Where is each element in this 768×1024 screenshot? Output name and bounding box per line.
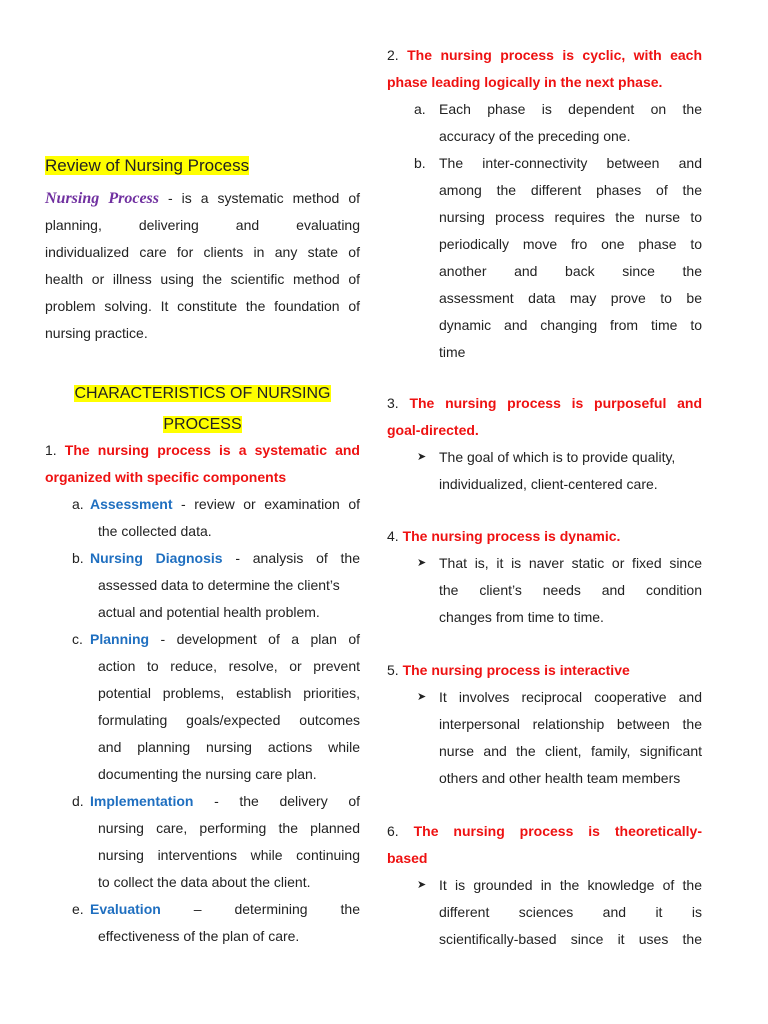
item-4: 4. The nursing process is dynamic. ➤ That is, it is naver static or fixed since the client’s needs and condition changes from time to time. [387,523,702,631]
item-5: 5. The nursing process is interactive ➤ It involves reciprocal cooperative and interpersonal relationship between the nurse and the client, family, significant others and other health team members [387,657,702,792]
item-6-bullet: ➤ It is grounded in the knowledge of the different sciences and it is scientifically-based since it uses the [387,872,702,953]
item-5-bullet: ➤ It involves reciprocal cooperative and interpersonal relationship between the nurse and the client, family, significant others and other health team members [387,684,702,792]
components-list [45,491,360,950]
item-4-bullet: ➤ That is, it is naver static or fixed since the client’s needs and condition changes from time to time. [387,550,702,631]
arrow-bullet-icon: ➤ [417,451,427,463]
arrow-bullet-icon: ➤ [417,691,427,703]
item-3-bullet: ➤ The goal of which is to provide quality, individualized, client-centered care. [387,444,702,498]
nursing-process-definition: Nursing Process - is a systematic method of planning, delivering and evaluating individualized care for clients in any state of health or illness using the scientific method of problem solving. It constitute the foundation of nursing practice. [45,190,360,341]
arrow-bullet-icon: ➤ [417,557,427,569]
review-heading: Review of Nursing Process [45,156,250,175]
component-planning: c. Planning - development of a plan of action to reduce, resolve, or prevent potential problems, establish priorities, formulating goals/expected outcomes and planning nursing actions while documenting the nursing care plan. [72,631,360,782]
nursing-process-term: Nursing Process [45,190,160,207]
arrow-bullet-icon: ➤ [417,879,427,891]
characteristics-heading: CHARACTERISTICS OF NURSING PROCESS [74,385,331,433]
component-assessment: a. Assessment - review or examination of the collected data. [72,496,360,539]
component-nursing-diagnosis: b. Nursing Diagnosis - analysis of the assessed data to determine the client’s actual and potential health problem. [72,550,360,620]
item-6: 6. The nursing process is theoretically- based ➤ It is grounded in the knowledge of the different sciences and it is scientifically-based since it uses the [387,818,702,953]
item-2-sub-a: a. Each phase is dependent on the accuracy of the preceding one. [414,101,702,144]
component-evaluation: e. Evaluation – determining the effectiveness of the plan of care. [72,901,360,944]
item-2-sub-b: b. The inter-connectivity between and among the different phases of the nursing process requires the nurse to periodically move fro one phase to another and back since the assessment data may prove to be dynamic and changing from time to time [414,155,702,360]
component-implementation: d. Implementation - the delivery of nursing care, performing the planned nursing interventions while continuing to collect the data about the client. [72,793,360,890]
item-3: 3. The nursing process is purposeful and goal-directed. ➤ The goal of which is to provide quality, individualized, client-centered care. [387,390,702,498]
item-1: 1. The nursing process is a systematic and organized with specific components [45,442,360,485]
item-2: 2. The nursing process is cyclic, with each phase leading logically in the next phase. a. Each phase is dependent on the accuracy of the preceding one. b. The inter-connectivity between and among the different phases of the nursing process requires the nurse to periodically move fro one phase to another and back since the assessment data may prove to be dynamic and changing from time to time [387,42,702,366]
